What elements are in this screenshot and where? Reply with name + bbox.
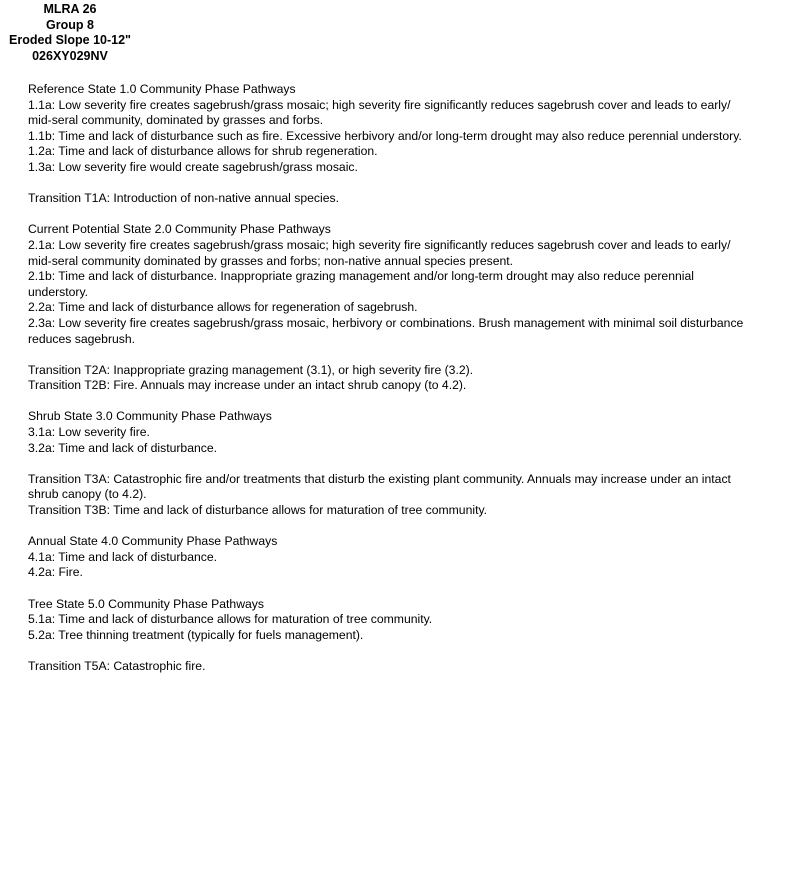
section-text-line: 1.1b: Time and lack of disturbance such as fire. Excessive herbivory and/or long-term drought may also reduce perennial understory. <box>28 128 742 143</box>
section-heading-line: Current Potential State 2.0 Community Phase Pathways <box>28 222 331 237</box>
section-text-line: 1.2a: Time and lack of disturbance allows for shrub regeneration. <box>28 144 378 159</box>
section-text-line: Transition T3B: Time and lack of disturbance allows for maturation of tree community. <box>28 503 488 518</box>
document-header <box>0 2 140 64</box>
text-section <box>28 659 798 675</box>
section-text-line: 3.1a: Low severity fire. <box>28 425 150 440</box>
text-section <box>28 82 798 176</box>
text-section <box>28 191 798 207</box>
section-heading-line: Shrub State 3.0 Community Phase Pathways <box>28 409 272 424</box>
group-label: Group 8 <box>46 17 94 32</box>
section-text-line: 2.2a: Time and lack of disturbance allows for regeneration of sagebrush. <box>28 300 418 315</box>
section-text-line: shrub canopy (to 4.2). <box>28 487 147 502</box>
section-text-line: 4.1a: Time and lack of disturbance. <box>28 549 218 564</box>
section-text-line: 3.2a: Time and lack of disturbance. <box>28 440 218 455</box>
section-text-line: 5.1a: Time and lack of disturbance allows for maturation of tree community. <box>28 612 433 627</box>
site-name: Eroded Slope 10-12" <box>9 33 131 47</box>
section-heading-line: Annual State 4.0 Community Phase Pathways <box>28 534 278 549</box>
text-section <box>28 409 798 456</box>
section-text-line: 4.2a: Fire. <box>28 565 83 580</box>
pathway-notes <box>28 82 798 690</box>
section-text-line: Transition T2B: Fire. Annuals may increase under an intact shrub canopy (to 4.2). <box>28 378 467 393</box>
text-section <box>28 363 798 394</box>
section-text-line: understory. <box>28 284 89 299</box>
section-heading-line: Reference State 1.0 Community Phase Pathways <box>28 82 296 96</box>
text-section <box>28 222 798 347</box>
mlra-label: MLRA 26 <box>43 2 97 16</box>
text-section <box>28 472 798 519</box>
section-text-line: 2.3a: Low severity fire creates sagebrush/grass mosaic, herbivory or combinations. Brush management with minimal soil disturbance <box>28 315 744 330</box>
section-text-line: 5.2a: Tree thinning treatment (typically for fuels management). <box>28 627 364 642</box>
section-text-line: 2.1a: Low severity fire creates sagebrush/grass mosaic; high severity fire significantly reduces sagebrush cover and leads to early/ <box>28 237 731 252</box>
section-text-line: mid-seral community dominated by grasses and forbs; non-native annual species present. <box>28 253 514 268</box>
section-text-line: 1.3a: Low severity fire would create sagebrush/grass mosaic. <box>28 159 358 174</box>
section-heading-line: Tree State 5.0 Community Phase Pathways <box>28 596 264 611</box>
section-text-line: mid-seral community, dominated by grasses and forbs. <box>28 113 324 128</box>
section-heading-line: Transition T3A: Catastrophic fire and/or treatments that disturb the existing plant community. Annuals may increase under an intact <box>28 471 731 486</box>
section-text-line: 1.1a: Low severity fire creates sagebrush/grass mosaic; high severity fire significantly reduces sagebrush cover and leads to early/ <box>28 97 731 112</box>
text-section <box>28 597 798 644</box>
section-heading-line: Transition T5A: Catastrophic fire. <box>28 658 206 673</box>
text-section <box>28 534 798 581</box>
site-id: 026XY029NV <box>32 48 108 63</box>
section-heading-line: Transition T1A: Introduction of non-native annual species. <box>28 191 339 206</box>
section-heading-line: Transition T2A: Inappropriate grazing management (3.1), or high severity fire (3.2). <box>28 362 474 377</box>
section-text-line: 2.1b: Time and lack of disturbance. Inappropriate grazing management and/or long-term drought may also reduce perennial <box>28 269 694 284</box>
section-text-line: reduces sagebrush. <box>28 331 136 346</box>
